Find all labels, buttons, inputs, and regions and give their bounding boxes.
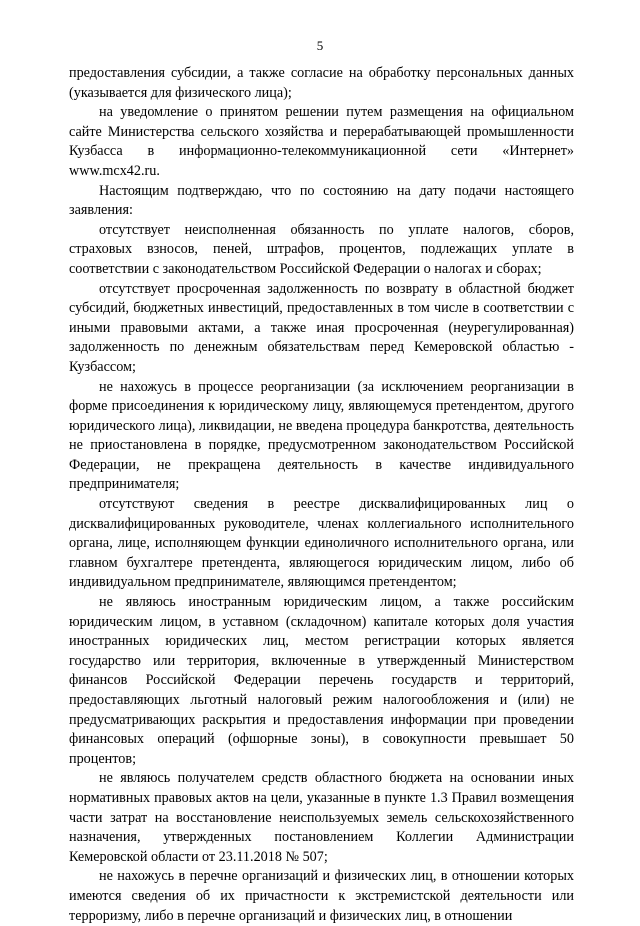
paragraph-decision-notification: на уведомление о принятом решении путем размещения на официальном сайте Министерства сельского хозяйства и перерабатывающей промышленности Кузбасса в информационно-телекоммуникационной сети «Интернет» www.mcx42.ru. (69, 104, 574, 179)
paragraph-not-foreign-entity: не являюсь иностранным юридическим лицом, а также российским юридическим лицом, в уставном (складочном) капитале которых доля участия иностранных юридических лиц, местом регистрации которых является государство или территория, включенные в утвержденный Министерством финансов Российской Федерации перечень государств и территорий, предоставляющих льготный налоговый режим налогообложения и (или) не предусматривающих раскрытия и предоставления информации при проведении финансовых операций (офшорные зоны), в совокупности превышает 50 процентов; (69, 594, 574, 767)
paragraph-no-reorganization: не нахожусь в процессе реорганизации (за исключением реорганизации в форме присоединения к юридическому лицу, являющемуся претендентом, другого юридического лица), ликвидации, не введена процедура банкротства, деятельность не приостановлена в порядке, предусмотренном законодательством Российской Федерации, не прекращена деятельность в качестве индивидуального предпринимателя; (69, 378, 574, 493)
paragraph-no-overdue-debt: отсутствует просроченная задолженность по возврату в областной бюджет субсидий, бюджетных инвестиций, предоставленных в том числе в соответствии с иными правовыми актами, а также иная просроченная (неурегулированная) задолженность по денежным обязательствам перед Кемеровской областью - Кузбассом; (69, 280, 574, 375)
page-number: 5 (316, 38, 324, 53)
paragraph-not-budget-recipient: не являюсь получателем средств областного бюджета на основании иных нормативных правовых актов на цели, указанные в пункте 1.3 Правил возмещения части затрат на восстановление неиспользуемых земель сельскохозяйственного назначения, утвержденных постановлением Коллегии Администрации Кемеровской области от 23.11.2018 № 507; (69, 770, 574, 865)
document-body (69, 64, 574, 926)
paragraph-confirmation-intro: Настоящим подтверждаю, что по состоянию на дату подачи настоящего заявления: (69, 182, 574, 219)
paragraph-not-in-extremism-list: не нахожусь в перечне организаций и физических лиц, в отношении которых имеются сведения об их причастности к экстремистской деятельности или терроризму, либо в перечне организаций и физических лиц, в отношении (69, 868, 574, 924)
paragraph-consent-personal-data: предоставления субсидии, а также согласие на обработку персональных данных (указывается для физического лица); (69, 65, 574, 101)
paragraph-no-tax-debt: отсутствует неисполненная обязанность по уплате налогов, сборов, страховых взносов, пеней, штрафов, процентов, подлежащих уплате в соответствии с законодательством Российской Федерации о налогах и сборах; (69, 221, 574, 277)
paragraph-no-disqualified-persons: отсутствуют сведения в реестре дисквалифицированных лиц о дисквалифицированных руководителе, членах коллегиального исполнительного органа, лице, исполняющем функции единоличного исполнительного органа, или главном бухгалтере претендента, являющегося юридическим лицом, либо об индивидуальном предпринимателе, являющимся претендентом; (69, 496, 574, 591)
